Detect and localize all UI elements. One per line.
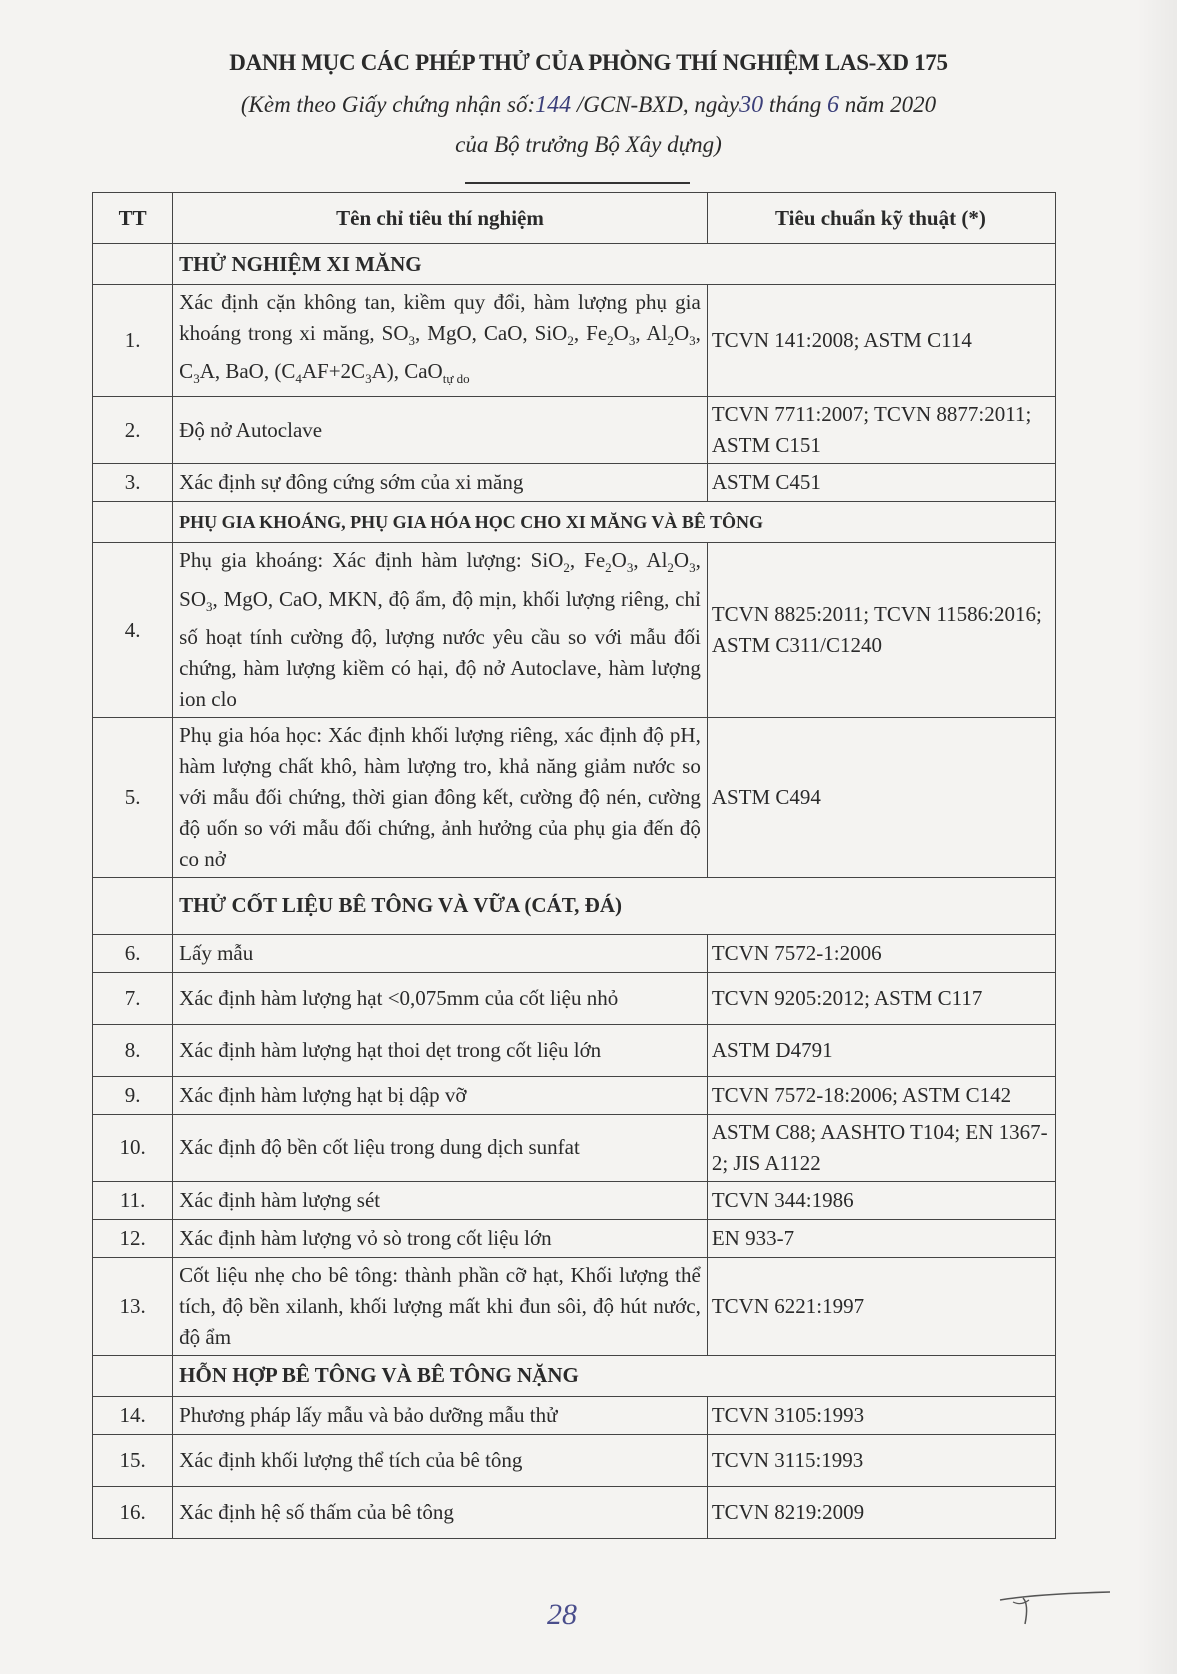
table-row: [93, 1076, 1056, 1114]
section-header-row: [93, 1355, 1056, 1396]
row-number: 4.: [93, 543, 173, 717]
column-header-standard: Tiêu chuẩn kỹ thuật (*): [707, 193, 1055, 244]
table-header-row: [93, 193, 1056, 244]
row-number: 3.: [93, 464, 173, 502]
section-tt-cell: [93, 244, 173, 285]
test-name: Xác định khối lượng thể tích của bê tông: [173, 1434, 708, 1486]
test-standard: TCVN 8219:2009: [707, 1486, 1055, 1538]
issue-month: 6: [827, 92, 840, 118]
column-header-name: Tên chỉ tiêu thí nghiệm: [173, 193, 708, 244]
test-name: Phụ gia khoáng: Xác định hàm lượng: SiO$_2$, $Fe_2O_3$, $Al_2O_3$, $SO_3$, MgO, CaO, MKN, độ ẩm, độ mịn, khối lượng riêng, chỉ số hoạt tính cường độ, lượng nước yêu cầu so với mẫu đối chứng, hàm lượng kiềm có hại, độ nở Autoclave, hàm lượng ion clo: [173, 543, 708, 717]
table-row: [93, 285, 1056, 397]
row-number: 11.: [93, 1181, 173, 1219]
test-name: Cốt liệu nhẹ cho bê tông: thành phần cỡ hạt, Khối lượng thể tích, độ bền xilanh, khối lượng mất khi đun sôi, độ hút nước, độ ẩm: [173, 1257, 708, 1355]
table-row: [93, 934, 1056, 972]
table-row: [93, 464, 1056, 502]
table-row: [93, 543, 1056, 717]
test-name: Lấy mẫu: [173, 934, 708, 972]
table-row: [93, 1114, 1056, 1181]
table-row: [93, 1219, 1056, 1257]
document-subtitle-line2: của Bộ trưởng Bộ Xây dựng): [455, 132, 722, 157]
test-standard: EN 933-7: [707, 1219, 1055, 1257]
signature-mark: [995, 1588, 1115, 1628]
document-subtitle: [0, 92, 1177, 119]
test-standard: TCVN 7572-18:2006; ASTM C142: [707, 1076, 1055, 1114]
table-row: [93, 1486, 1056, 1538]
subtitle-mid1: /GCN-BXD, ngày: [571, 92, 740, 117]
row-number: 6.: [93, 934, 173, 972]
test-name: Xác định hàm lượng sét: [173, 1181, 708, 1219]
test-name: Phương pháp lấy mẫu và bảo dưỡng mẫu thử: [173, 1396, 708, 1434]
table-row: [93, 1396, 1056, 1434]
test-name: Xác định hàm lượng hạt thoi dẹt trong cốt liệu lớn: [173, 1024, 708, 1076]
section-header-row: [93, 244, 1056, 285]
section-tt-cell: [93, 877, 173, 934]
table-row: [93, 1434, 1056, 1486]
test-standard: ASTM C494: [707, 717, 1055, 877]
test-name: Phụ gia hóa học: Xác định khối lượng riêng, xác định độ pH, hàm lượng chất khô, hàm lượng tro, khả năng giảm nước so với mẫu đối chứng, thời gian đông kết, cường độ nén, cường độ uốn so với mẫu đối chứng, ảnh hưởng của phụ gia đến độ co nở: [173, 717, 708, 877]
section-title: HỖN HỢP BÊ TÔNG VÀ BÊ TÔNG NẶNG: [173, 1355, 1056, 1396]
test-standard: TCVN 141:2008; ASTM C114: [707, 285, 1055, 397]
row-number: 7.: [93, 972, 173, 1024]
row-number: 15.: [93, 1434, 173, 1486]
table-row: [93, 1181, 1056, 1219]
table-row: [93, 397, 1056, 464]
page-number: 28: [547, 1598, 577, 1631]
row-number: 1.: [93, 285, 173, 397]
section-tt-cell: [93, 1355, 173, 1396]
subtitle-suffix: năm 2020: [839, 92, 937, 117]
test-standard: TCVN 9205:2012; ASTM C117: [707, 972, 1055, 1024]
section-title: PHỤ GIA KHOÁNG, PHỤ GIA HÓA HỌC CHO XI MĂNG VÀ BÊ TÔNG: [173, 502, 1056, 543]
row-number: 14.: [93, 1396, 173, 1434]
section-title: THỬ CỐT LIỆU BÊ TÔNG VÀ VỮA (CÁT, ĐÁ): [173, 877, 1056, 934]
row-number: 16.: [93, 1486, 173, 1538]
table-row: [93, 1024, 1056, 1076]
test-name: Xác định hàm lượng hạt bị dập vỡ: [173, 1076, 708, 1114]
subtitle-mid2: tháng: [763, 92, 828, 117]
section-tt-cell: [93, 502, 173, 543]
test-standard: TCVN 6221:1997: [707, 1257, 1055, 1355]
test-standard: TCVN 7711:2007; TCVN 8877:2011; ASTM C151: [707, 397, 1055, 464]
document-title: DANH MỤC CÁC PHÉP THỬ CỦA PHÒNG THÍ NGHIỆM LAS-XD 175: [229, 50, 948, 75]
row-number: 2.: [93, 397, 173, 464]
test-standard: TCVN 7572-1:2006: [707, 934, 1055, 972]
test-standard: ASTM C88; AASHTO T104; EN 1367-2; JIS A1122: [707, 1114, 1055, 1181]
table-row: [93, 717, 1056, 877]
table-body: [93, 244, 1056, 1539]
section-title: THỬ NGHIỆM XI MĂNG: [173, 244, 1056, 285]
test-name: Xác định độ bền cốt liệu trong dung dịch sunfat: [173, 1114, 708, 1181]
test-standard: TCVN 8825:2011; TCVN 11586:2016; ASTM C311/C1240: [707, 543, 1055, 717]
row-number: 8.: [93, 1024, 173, 1076]
issue-day: 30: [739, 92, 764, 118]
row-number: 10.: [93, 1114, 173, 1181]
test-name: Xác định hàm lượng hạt <0,075mm của cốt liệu nhỏ: [173, 972, 708, 1024]
row-number: 9.: [93, 1076, 173, 1114]
table-row: [93, 972, 1056, 1024]
test-standard: ASTM C451: [707, 464, 1055, 502]
row-number: 5.: [93, 717, 173, 877]
row-number: 13.: [93, 1257, 173, 1355]
test-standard: TCVN 3105:1993: [707, 1396, 1055, 1434]
test-standard: TCVN 3115:1993: [707, 1434, 1055, 1486]
test-name: Xác định cặn không tan, kiềm quy đổi, hàm lượng phụ gia khoáng trong xi măng, $SO_3$, MgO, CaO, SiO$_2$, $Fe_2O_3$, $Al_2O_3$, $C_3A$, BaO, $(C_4AF+2C_3A)$, CaO$_{tự do}$: [173, 285, 708, 397]
tests-table: [92, 192, 1056, 1539]
test-name: Xác định sự đông cứng sớm của xi măng: [173, 464, 708, 502]
test-name: Độ nở Autoclave: [173, 397, 708, 464]
subtitle-prefix: (Kèm theo Giấy chứng nhận số:: [240, 92, 536, 117]
section-header-row: [93, 877, 1056, 934]
table-row: [93, 1257, 1056, 1355]
title-underline: [465, 182, 690, 184]
test-standard: ASTM D4791: [707, 1024, 1055, 1076]
test-name: Xác định hàm lượng vỏ sò trong cốt liệu lớn: [173, 1219, 708, 1257]
certificate-number: 144: [535, 92, 572, 118]
section-header-row: [93, 502, 1056, 543]
test-name: Xác định hệ số thấm của bê tông: [173, 1486, 708, 1538]
page-edge-shadow: [1137, 0, 1177, 1674]
test-standard: TCVN 344:1986: [707, 1181, 1055, 1219]
column-header-tt: TT: [93, 193, 173, 244]
row-number: 12.: [93, 1219, 173, 1257]
